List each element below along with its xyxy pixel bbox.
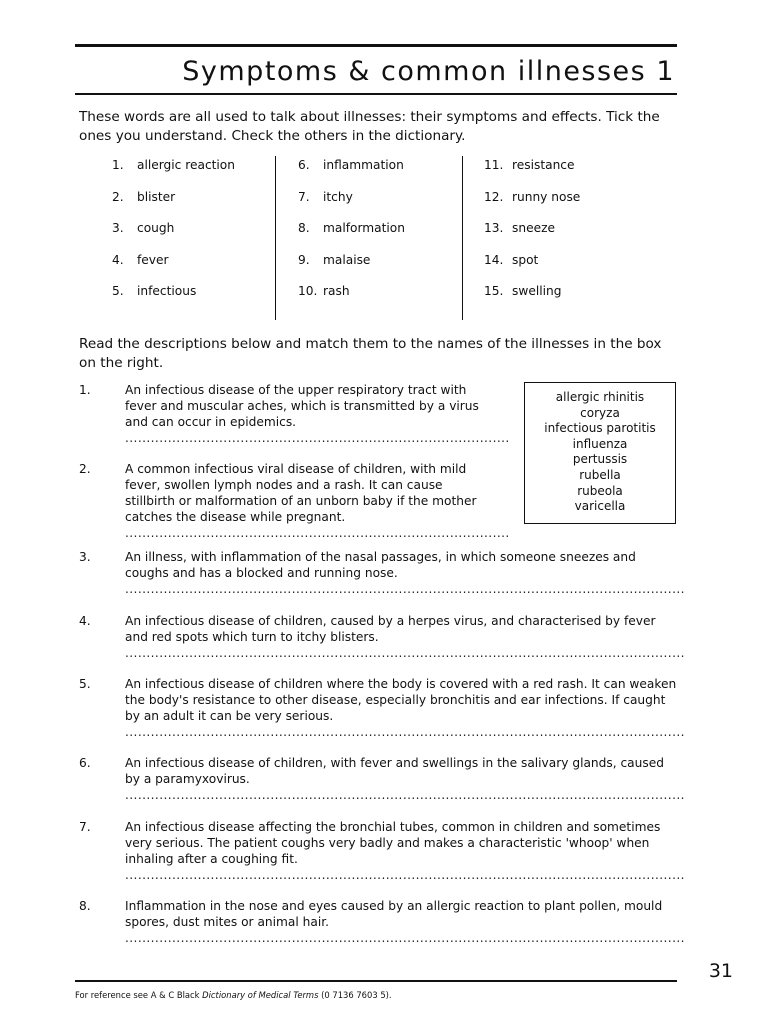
description-number: 3. [79,550,91,564]
word-item [484,154,580,186]
match-instructions: Read the descriptions below and match them to the names of the illnesses in the box on the right. [79,336,662,371]
answer-line[interactable]: ................................................................................................................................... [125,725,685,739]
description-number: 7. [79,820,91,834]
description-item [79,676,685,740]
word-text: fever [137,252,169,267]
word-text: malaise [323,252,371,267]
word-number: 8. [298,221,310,236]
description-text: An infectious disease affecting the bronchial tubes, common in children and sometimes very serious. The patient coughs very badly and makes a characteristic 'whoop' when inhaling after a coughing fit. [125,820,661,866]
word-number: 10. [298,284,318,299]
word-item [298,249,405,281]
page-title: Symptoms & common illnesses 1 [182,56,675,87]
description-item [79,819,685,883]
word-item [484,217,580,249]
description-text: An illness, with inflammation of the nasal passages, in which someone sneezes and coughs and has a blocked and running nose. [125,550,636,580]
word-number: 3. [112,221,124,236]
illness-item: influenza [572,436,628,451]
word-number: 9. [298,252,310,267]
description-number: 8. [79,899,91,913]
description-number: 2. [79,462,91,476]
word-item [484,280,580,312]
description-text: An infectious disease of children, with fever and swellings in the salivary glands, caused by a paramyxovirus. [125,756,664,786]
word-number: 11. [484,158,504,172]
answer-line[interactable]: ................................................................................................................................... [125,646,685,660]
word-number: 2. [112,189,124,204]
illness-box [524,382,676,524]
illness-item: allergic rhinitis [555,390,645,404]
title-underline [75,93,677,95]
word-text: infectious [137,284,197,299]
description-item [79,549,685,597]
description-text: An infectious disease of children, caused by a herpes virus, and characterised by fever and red spots which turn to itchy blisters. [125,614,656,644]
word-item [298,186,405,218]
top-rule [75,44,677,47]
word-text: spot [512,252,539,267]
word-column-2 [298,154,405,312]
word-text: allergic reaction [137,158,235,172]
description-text: A common infectious viral disease of children, with mild fever, swollen lymph nodes and a rash. It can cause stillbirth or malformation of an unborn baby if the mother catches the disease while pregnant. [125,462,477,524]
column-divider [275,156,276,320]
answer-line[interactable]: ................................................................................................................................... [125,582,685,596]
word-item [112,186,235,218]
word-item [112,217,235,249]
illness-item: rubeola [577,483,623,498]
word-text: swelling [512,284,562,299]
footer-prefix: For reference see A & C Black [75,990,203,1000]
answer-line[interactable]: ................................................................................................................................... [125,788,685,802]
description-text: An infectious disease of children where the body is covered with a red rash. It can weaken the body's resistance to other disease, especially bronchitis and ear infections. If caught by an adult it can be very serious. [125,677,677,723]
word-item [298,217,405,249]
footer-book-title: Dictionary of Medical Terms [202,990,319,1000]
footer-rule [75,980,677,982]
footer-suffix: (0 7136 7603 5). [318,990,392,1000]
answer-line[interactable]: ................................................................................................................................... [125,868,685,882]
word-item [298,154,405,186]
word-number: 13. [484,221,504,236]
description-text: An infectious disease of the upper respiratory tract with fever and muscular aches, which is transmitted by a virus and can occur in epidemics. [125,383,479,429]
word-text: blister [137,189,176,204]
word-text: runny nose [512,189,581,204]
word-text: cough [137,221,175,236]
answer-line[interactable]: .......................................................................................... [125,431,510,445]
word-number: 14. [484,252,504,267]
word-item [112,154,235,186]
description-item [79,755,685,803]
illness-item: coryza [580,405,620,420]
illness-item: varicella [574,499,626,514]
word-item [484,186,580,218]
word-text: rash [323,284,350,299]
word-number: 1. [112,158,124,172]
description-item [79,898,685,946]
word-item [298,280,405,312]
illness-item: rubella [579,467,621,482]
word-number: 6. [298,158,310,172]
word-item [112,249,235,281]
word-number: 5. [112,284,124,299]
word-text: resistance [512,158,575,172]
illness-item: pertussis [572,452,628,467]
word-number: 4. [112,252,124,267]
answer-line[interactable]: .......................................................................................... [125,526,510,540]
word-item [112,280,235,312]
page-number: 31 [708,960,733,982]
answer-line[interactable]: ................................................................................................................................... [125,931,685,945]
word-text: itchy [323,189,353,204]
word-text: malformation [323,221,405,236]
description-number: 5. [79,677,91,691]
description-number: 6. [79,756,91,770]
word-number: 15. [484,284,504,299]
illness-item: infectious parotitis [544,421,656,436]
footer-reference [75,990,392,1000]
description-item [79,461,510,541]
description-number: 4. [79,614,91,628]
word-text: sneeze [512,221,555,236]
description-text: Inflammation in the nose and eyes caused by an allergic reaction to plant pollen, mould spores, dust mites or animal hair. [125,899,663,929]
word-column-3 [484,154,580,312]
intro-text: These words are all used to talk about illnesses: their symptoms and effects. Tick the ones you understand. Check the others in the dictionary. [79,109,660,144]
description-item [79,382,510,446]
description-number: 1. [79,383,91,397]
word-item [484,249,580,281]
word-column-1 [112,154,235,312]
word-number: 7. [298,189,310,204]
column-divider [462,156,463,320]
word-number: 12. [484,189,504,204]
word-text: inflammation [323,158,404,172]
description-item [79,613,685,661]
